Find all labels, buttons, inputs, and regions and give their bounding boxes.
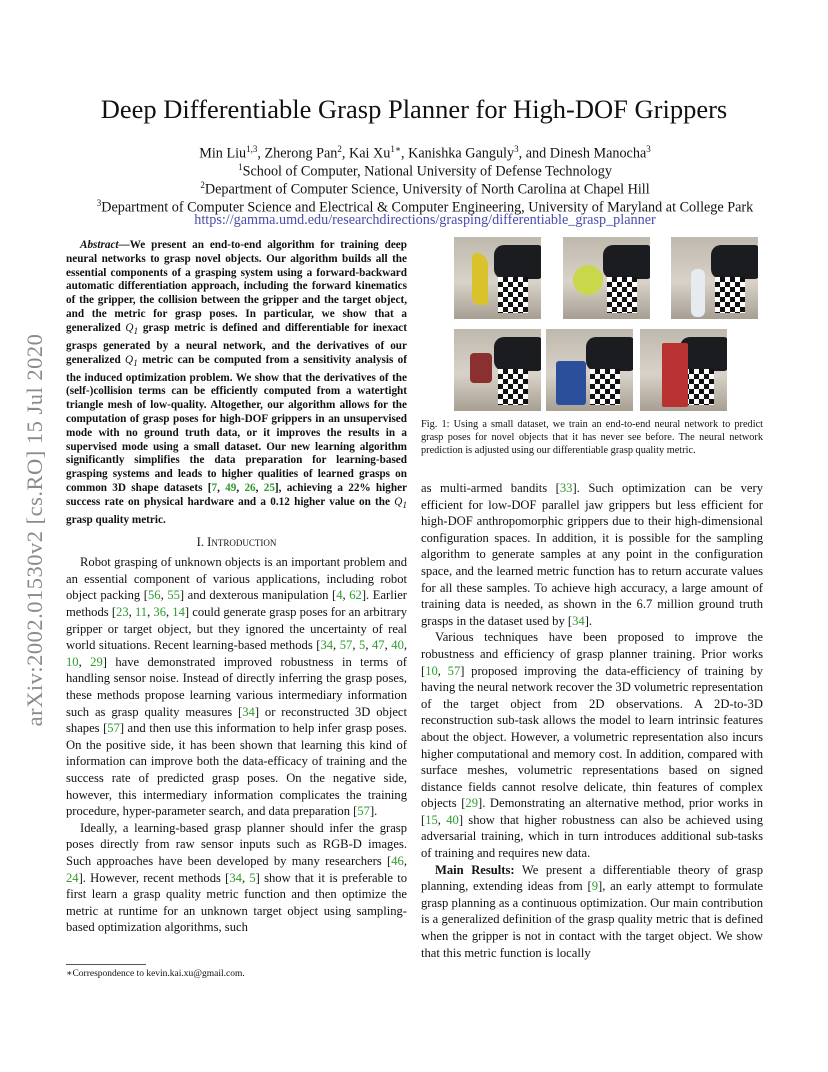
right-paragraph-1: [421, 480, 763, 629]
citation-link[interactable]: 57: [357, 804, 370, 819]
right-paragraph-3: [421, 862, 763, 962]
body-text: ].: [584, 613, 593, 628]
section-heading: I. Introduction: [196, 534, 277, 549]
checkerboard-shape: [498, 277, 528, 313]
citation-link[interactable]: 46: [391, 853, 404, 868]
citation-link[interactable]: 29: [465, 796, 479, 811]
citation-link[interactable]: 4: [336, 588, 343, 603]
citation-link[interactable]: 10: [66, 654, 79, 669]
citation-link[interactable]: 34: [320, 638, 334, 653]
abstract-text: grasp quality metric.: [66, 513, 166, 526]
project-url-line: [40, 212, 810, 229]
body-text: ] could generate grasp poses for an arbitrary gripper or target object, but they ignored the uncertainty of real world situations. Recent learning-based methods [: [66, 605, 408, 653]
right-column: [421, 480, 763, 961]
intro-paragraph-1: Robot grasping of unknown objects is an important problem and an essential component of various applications, including robot object packing [56, 55] and dexterous manipulation [4, 62]. Earlier methods [23, 11, 36, 14] could generate grasp poses for an arbitrary gripper or target object, but they ignored the uncertainty of real world situations. Recent learning-based methods [34, 57, 5, 47, 40, 10, 29] have demonstrated improved robustness in terms of handling sensor noise. Instead of directly inferring the grasp poses, these methods propose learning various intermediary information such as grasp quality measures [34] or reconstructed 3D object shapes [57] and then use this information to help infer grasp poses. On the positive side, it has been shown that learning this kind of information can improve both the data-efficacy of training and the success rate of predicted grasp poses. On the negative side, however, this intermediary information complicates the training procedure, hyper-parameter search, and data preparation [57].: [66, 555, 408, 819]
paper-title: Deep Differentiable Grasp Planner for High-DOF Grippers: [100, 94, 728, 124]
citation-link[interactable]: 14: [172, 605, 185, 620]
figure-1: [454, 237, 758, 412]
citation-link[interactable]: 15: [425, 812, 438, 827]
body-text: ]. Demonstrating an alternative method, prior works in [: [421, 796, 764, 827]
gripper-shape: [494, 245, 541, 279]
affiliation-sup: 1: [238, 162, 243, 172]
q1-subscript: 1: [133, 358, 138, 369]
citation-link[interactable]: 57: [339, 638, 353, 653]
citation-link[interactable]: 34: [242, 704, 255, 719]
citation-link[interactable]: 23: [116, 605, 129, 620]
affiliation-text: Department of Computer Science and Electrical & Computer Engineering, University of Maryland at College Park: [101, 199, 754, 216]
checkerboard-shape: [715, 277, 745, 313]
affiliation-text: School of Computer, National University of Defense Technology: [242, 163, 612, 180]
left-column: [66, 239, 407, 936]
abstract-text: —We present an end-to-end algorithm for training deep neural networks to grasp novel objects. Our algorithm builds all the essential components of a grasping system using a forward-backward automatic differentiation approach, including the forward kinematics of the gripper, the collision between the gripper and the target object, and the metric for grasp poses. In particular, we show that a generalized: [66, 239, 407, 334]
body-text: ], an early attempt to formulate grasp planning as a continuous optimization. Our main contribution is a generalized definition of the grasp quality metric that is defined when the gripper is not in contact with the target object. We show that this metric function is locally: [421, 879, 763, 960]
q1-symbol: Q: [125, 353, 134, 366]
citation-link[interactable]: 57: [107, 721, 120, 736]
body-text: ] show that higher robustness can also be achieved using adversarial training, which in turn introduces additional sub-tasks of training and requires new data.: [421, 812, 764, 861]
object-shape: [470, 353, 492, 383]
body-text: ]. Earlier methods [: [66, 588, 408, 620]
citation-link[interactable]: 55: [167, 588, 180, 603]
abstract-label: Abstract: [80, 239, 119, 251]
body-text: ]. Such optimization can be very efficient for low-DOF parallel jaw grippers but less efficient for high-DOF anthropomorphic grippers due to their high-dimensional configuration spaces. In addition, it is possible for the sampling algorithm to generate samples at any point in the configuration space, and the learned metric function has to return accurate values for all these samples. To achieve high accuracy, a large amount of training data is needed, as shown in the 6.7 million ground truth grasps in the dataset used by [: [421, 481, 763, 628]
grasp-photo-banana: [454, 237, 541, 319]
citation-link[interactable]: 29: [90, 654, 103, 669]
object-shape: [556, 361, 586, 405]
author-name: , and Dinesh Manocha: [518, 145, 647, 162]
body-text: We present a differentiable theory of grasp planning, extending ideas from [: [421, 862, 763, 894]
citation-link[interactable]: 7: [211, 482, 218, 495]
grasp-photo-can: [546, 329, 633, 411]
citation-link[interactable]: 36: [153, 605, 166, 620]
citation-link[interactable]: 62: [349, 588, 362, 603]
object-shape: [472, 253, 488, 305]
abstract-text: ], achieving a 22% higher success rate on physical hardware and a 0.12 higher value on the: [66, 482, 408, 508]
body-text: ] or reconstructed 3D object shapes [: [66, 704, 408, 736]
citation-link[interactable]: 33: [559, 481, 573, 495]
abstract-text: grasp metric is defined and differentiable for inexact grasps generated by a neural network, and the derivatives of our generalized: [66, 321, 407, 366]
author-sup: 3: [646, 144, 651, 154]
figure-caption-text: Using a small dataset, we train an end-to-end neural network to predict grasp poses for novel objects that it has never see before. The neural network prediction is adjusted using our differentiable grasp quality metric.: [421, 419, 763, 456]
q1-symbol: Q: [125, 321, 134, 334]
figure-caption-label: Fig. 1:: [421, 419, 450, 430]
citation-link[interactable]: 24: [66, 870, 79, 885]
body-text: Various techniques have been proposed to improve the robustness and efficiency of grasp planner training. Prior works [: [421, 630, 763, 678]
author-sup: 2: [337, 144, 342, 154]
gripper-shape: [711, 245, 758, 279]
project-url-link[interactable]: https://gamma.umd.edu/researchdirections/grasping/differentiable_grasp_planner: [194, 212, 656, 228]
body-text: ] show that it is preferable to first learn a grasp quality metric function and then optimize the metric at runtime for an unknown target object using sampling-based optimization algorithms, such: [66, 870, 407, 935]
q1-symbol: Q: [394, 495, 403, 508]
arxiv-stamp: arXiv:2002.01530v2 [cs.RO] 15 Jul 2020: [22, 333, 47, 727]
grasp-photo-box-small: [454, 329, 541, 411]
object-shape: [662, 343, 688, 407]
citation-link[interactable]: 9: [591, 879, 598, 894]
affiliation-text: Department of Computer Science, University of North Carolina at Chapel Hill: [204, 181, 650, 198]
citation-link[interactable]: 34: [572, 613, 585, 628]
body-text: ] and dexterous manipulation [: [179, 588, 337, 603]
citation-link[interactable]: 5: [359, 638, 366, 653]
gripper-shape: [603, 245, 650, 279]
figure-caption: [421, 418, 763, 457]
citation-link[interactable]: 49: [225, 482, 237, 495]
citation-link[interactable]: 26: [244, 482, 256, 495]
footnote-rule: [66, 964, 146, 965]
citation-link[interactable]: 34: [229, 870, 242, 885]
main-results-label: Main Results:: [435, 862, 515, 877]
author-sup: 1∗: [390, 144, 401, 154]
object-shape: [691, 269, 705, 317]
grasp-photo-ball: [563, 237, 650, 319]
citation-link[interactable]: 40: [446, 812, 459, 827]
body-text: ] and then use this information to help infer grasp poses. On the positive side, it has been shown that learning this kind of information can improve both the data-efficacy of training and the success rate of predicted grasp poses. On the negative side, however, this intermediary information complicates the training procedure, hyper-parameter search, and data preparation [: [66, 721, 407, 819]
citation-link[interactable]: 5: [249, 870, 256, 885]
footnote: ∗Correspondence to kevin.kai.xu@gmail.com.: [66, 969, 245, 979]
abstract-text: metric can be computed from a sensitivity analysis of the induced optimization problem. We show that the derivatives of the (self-)collision terms can be efficiently computed from a watertight triangle mesh of low-quality. Altogether, our algorithm allows for the computation of grasp poses for high-DOF grippers in an unsupervised mode with no ground truth data, or it improves the results in a supervised mode using a small dataset. Our new learning algorithm significantly simplifies the data preparation for learning-based grasping systems and leads to higher qualities of learned grasps on common 3D shape datasets [: [66, 353, 407, 495]
citation-link[interactable]: 40: [391, 638, 404, 653]
citation-link[interactable]: 10: [425, 663, 438, 678]
body-text: Robot grasping of unknown objects is an important problem and an essential component of various applications, including robot object packing [: [66, 555, 407, 603]
citation-link[interactable]: 56: [147, 588, 161, 603]
body-text: Ideally, a learning-based grasp planner should infer the grasp poses directly from raw sensor inputs such as RGB-D images. Such approaches have been developed by many researchers [: [66, 820, 407, 868]
citation-link[interactable]: 11: [134, 605, 148, 620]
checkerboard-shape: [498, 369, 528, 405]
gripper-shape: [494, 337, 541, 371]
intro-paragraph-2: Ideally, a learning-based grasp planner should infer the grasp poses directly from raw sensor inputs such as RGB-D images. Such approaches have been developed by many researchers [46, 24]. However, recent methods [34, 5] show that it is preferable to first learn a grasp quality metric function and then optimize the metric at runtime for an unknown target object using sampling-based optimization algorithms, such: [66, 820, 407, 935]
author-name: , Kai Xu: [341, 145, 391, 162]
author-name: , Kanishka Ganguly: [401, 145, 515, 162]
author-name: , Zherong Pan: [257, 145, 338, 162]
author-sup: 1,3: [246, 144, 258, 154]
body-text: ] have demonstrated improved robustness in terms of handling sensor noise. Instead of directly inferring the grasp poses, these methods propose learning various intermediary information such as grasp quality measures [: [66, 654, 407, 719]
citation-link[interactable]: 57: [447, 663, 461, 678]
gripper-shape: [586, 337, 633, 371]
checkerboard-shape: [607, 277, 637, 313]
body-text: ].: [369, 804, 378, 819]
body-text: ] proposed improving the data-efficiency of training by having the neural network recover the 3D volumetric representation of the target object from 2D observations. A 2D-to-3D reconstruction sub-task allows the model to learn intrinsic features about the object. However, a volumetric representation also incurs higher computational and memory cost. In addition, compared with surface meshes, volumetric representations based on signed distance fields cannot resolve delicate, thin features of complex objects [: [421, 663, 764, 811]
author-name: Min Liu: [199, 145, 247, 162]
checkerboard-shape: [684, 369, 714, 405]
right-paragraph-2: Various techniques have been proposed to improve the robustness and efficiency of grasp planner training. Prior works [10, 57] proposed improving the data-efficiency of training by having the neural network recover the 3D volumetric representation of the target object from 2D observations. A 2D-to-3D reconstruction sub-task allows the model to learn intrinsic features about the object. However, a volumetric representation also incurs higher computational and memory cost. In addition, compared with surface meshes, volumetric representations based on signed distance fields cannot resolve delicate, thin features of complex objects [29]. Demonstrating an alternative method, prior works in [15, 40] show that higher robustness can also be achieved using adversarial training, which in turn introduces additional sub-tasks of training and requires new data.: [421, 630, 764, 861]
citation-link[interactable]: 25: [263, 482, 275, 495]
body-text: ]. However, recent methods [: [78, 870, 230, 885]
checkerboard-shape: [590, 369, 620, 405]
grasp-photo-bottle: [671, 237, 758, 319]
body-text: as multi-armed bandits [: [421, 481, 560, 495]
q1-subscript: 1: [402, 501, 407, 512]
q1-subscript: 1: [133, 327, 139, 338]
author-sup: 3: [514, 144, 519, 154]
object-shape: [573, 265, 603, 295]
affiliation-sup: 2: [200, 180, 205, 190]
grasp-photo-box: [640, 329, 727, 411]
affiliation-sup: 3: [96, 198, 102, 208]
citation-link[interactable]: 47: [372, 638, 385, 653]
abstract: Abstract—We present an end-to-end algorithm for training deep neural networks to grasp novel objects. Our algorithm builds all the essential components of a grasping system using a forward-backward automatic differentiation approach, including the forward kinematics of the gripper, the collision between the gripper and the target object, and the metric for grasp poses. In particular, we show that a generalized $Q_1$ grasp metric is defined and differentiable for inexact grasps generated by a neural network, and the derivatives of our generalized $Q_1$ metric can be computed from a sensitivity analysis of the induced optimization problem. We show that the derivatives of the (self-)collision terms can be efficiently computed from a watertight triangle mesh of low-quality. Altogether, our algorithm allows for the computation of grasp poses for high-DOF grippers in an unsupervised mode with no ground truth data, or it improves the results in a supervised mode using a small dataset. Our new learning algorithm significantly simplifies the data preparation for learning-based grasping systems and leads to higher qualities of learned grasps on common 3D shape datasets [7, 49, 26, 25], achieving a 22% higher success rate on physical hardware and a 0.12 higher value on the $Q_1$ grasp quality metric.: [66, 239, 408, 526]
